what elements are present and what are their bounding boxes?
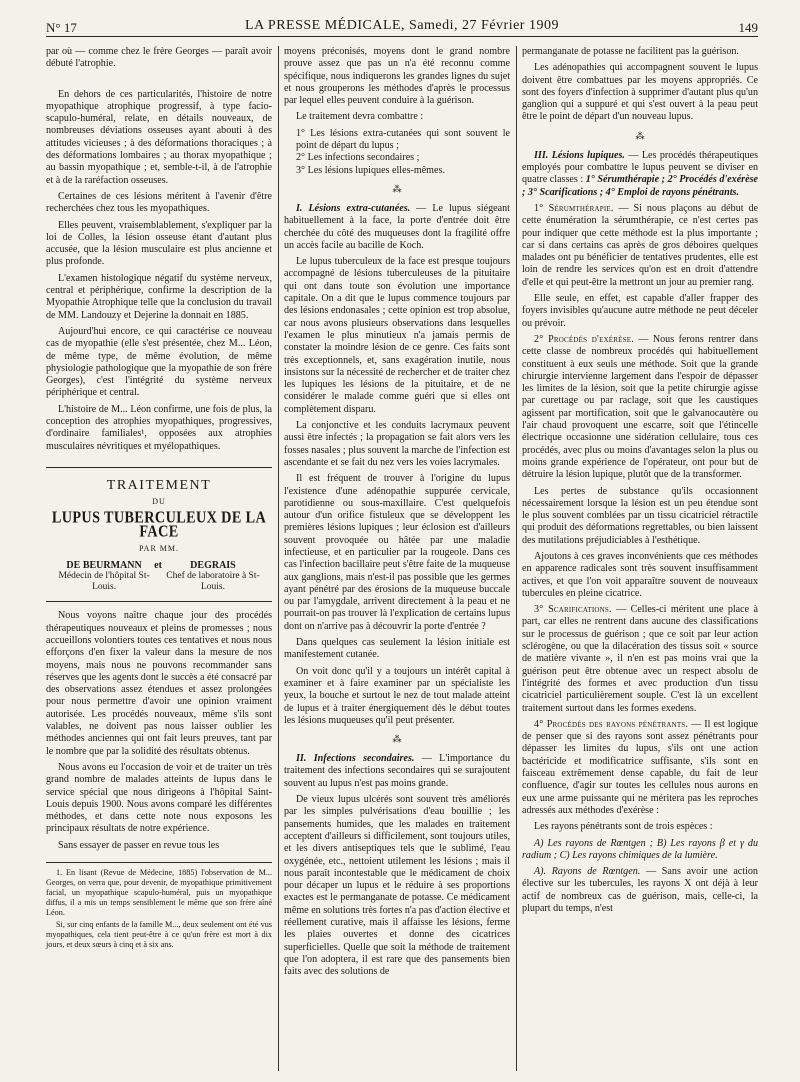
article-heading	[46, 467, 272, 602]
paragraph: Il est fréquent de trouver à l'origine du lupus l'existence d'une adénopathie suppurée cervicale, parotidienne ou sous-maxillaire. C'est quelquefois autour d'un orifice fistuleux que se développent les premières lésions lupiques ; leur éclosion est d'ailleurs souvent provoquée ou hâtée par une maladie infectieuse, et en particulier par la rougeole. Dans ces cas l'infection bacillaire peut s'être faite de la muqueuse aux ganglions, mais n'est-il pas possible que les germes ayant pénétré par des érosions de la muqueuse buccale ou par l'amygdale, arrivent directement à la peau et ne pourrait-on pas trouver là l'explication de certains lupus dont on n'arrive pas à découvrir la porte d'entrée ?	[284, 473, 510, 632]
paragraph: L'examen histologique négatif du système nerveux, central et périphérique, confirme la description de la Myopathie Atrophique telle que la conclusion du travail de MM. Landouzy et Dejerine la donnait en 1885.	[46, 272, 272, 321]
section-ornament: ⁂	[635, 130, 645, 141]
author-conjunction: et	[154, 560, 162, 572]
paragraph: Nous voyons naître chaque jour des procédés thérapeutiques nouveaux et pleins de promesses ; nous accueillons volontiers toutes ces tentatives et nous nous efforçons d'en fixer la valeur dans la mesure de nos moyens, mais nous ne pouvons recommander sans réserves que les agents dont le succès a été consacré par des observations assez étendues et assez prolongées pour nous permettre d'avoir une opinion vraiment autorisée. Les procédés nouveaux, même s'ils sont valables, ne doivent pas nous laisser oublier les méthodes anciennes qui ont fait leurs preuves, tant par le nombre que par la solidité des résultats obtenus.	[46, 610, 272, 757]
section-heading: I. Lésions extra-cutanées.	[296, 202, 411, 214]
author-1	[54, 560, 154, 593]
paragraph: Les rayons pénétrants sont de trois espèces :	[534, 821, 713, 833]
subsection-heading: 2° Procédés d'exérèse.	[534, 333, 634, 345]
article-label-du: DU	[152, 497, 166, 507]
paragraph: 1° Sérumthérapie. — Si nous plaçons au début de cette énumération la sérumthérapie, ce n'est certes pas pour indiquer que cette méthode est la plus importante ; car si dans certains cas après de gros déboires quelques malades ont pu bénéficier de tentatives prudentes, elle est loin de rendre les services qu'on est en droit d'attendre d'elle et qui peut-être la mettront un jour au premier rang.	[522, 202, 758, 288]
article-par: PAR MM.	[138, 544, 180, 554]
column-3	[522, 46, 758, 919]
section-heading: III. Lésions lupiques.	[534, 149, 625, 161]
paragraph: Dans quelques cas seulement la lésion initiale est manifestement cutanée.	[284, 637, 510, 661]
issue-number: N° 17	[46, 20, 77, 35]
journal-title: LA PRESSE MÉDICALE, Samedi, 27 Février 1909	[245, 18, 559, 33]
section-ornament: ⁂	[392, 183, 402, 194]
paragraph: 4° Procédés des rayons pénétrants. — Il est logique de penser que si des rayons sont assez pénétrants pour dépasser les limites du lupus, s'ils ont une action bactéricide et modificatrice suffisante, s'ils sont en faisceau extrêmement dense capable, du fait de leur confluence, d'agir sur toutes les cellules nous aurons en eux une arme puissante qui ne méritera pas les reproches adressés aux méthodes d'exérèse :	[522, 718, 758, 816]
column-rule-1	[278, 46, 279, 1071]
paragraph: 3° Scarifications. — Celles-ci méritent une place à part, car elles ne rentrent dans aucune des classifications sur le processus de guérison ; que ce soit par leur action sclérogène, ou que la dilacération des tissus soit « source de matière vivante », il n'en est pas moins vrai que la guérison peut être obtenue avec un respect absolu de l'intégrité des formes et avec production d'un tissu cicatriciel particulièrement souple. C'est là un excellent traitement surtout dans les formes exedens.	[522, 604, 758, 714]
paragraph: A) Les rayons de Rœntgen ; B) Les rayons β et γ du radium ; C) Les rayons chimiques de la lumière.	[522, 837, 758, 861]
list-item: 3° Les lésions lupiques elles-mêmes.	[296, 164, 445, 176]
article-title: LUPUS TUBERCULEUX DE LA FACE	[51, 508, 267, 541]
column-2	[284, 46, 510, 982]
section-heading: II. Infections secondaires.	[296, 753, 415, 765]
article-label: TRAITEMENT	[106, 477, 212, 493]
paragraph: On voit donc qu'il y a toujours un intérêt capital à examiner et à faire examiner par un spécialiste les yeux, la bouche et surtout le nez de tout malade atteint de lupus et à traiter énergiquement dès le début toutes les lésions muqueuses qu'il peut présenter.	[284, 665, 510, 726]
subsection-heading: 4° Procédés des rayons pénétrants.	[534, 718, 689, 730]
author-1-role: Médecin de l'hôpital St-Louis.	[58, 571, 150, 593]
paragraph: 2° Procédés d'exérèse. — Nous ferons rentrer dans cette classe de nombreux procédés qui habituellement constituent à eux seuls une méthode. Soit que la grande chirurgie intervienne largement dans l'espoir de dépasser les limites de la lésion, soit que la petite chirurgie agisse par curettage ou par raclage, soit que les caustiques agissent par mortification, soit que le galvanocautère ou l'air chaud provoquent une escarre, soit que l'étincelle électrique occasionne une sidération cellulaire, tous ces procédés, avec plus ou moins d'avantages selon la plus ou moins grande expérience de l'opérateur, ont pour but de détruire la lésion lupique, plutôt que de la transformer.	[522, 333, 759, 481]
paragraph: permanganate de potasse ne facilitent pas la guérison.	[522, 46, 739, 57]
paragraph: Les pertes de substance qu'ils occasionnent nécessairement lorsque la lésion est un peu étendue sont le plus souvent comblées par un tissu cicatriciel rétractile qui produit des déformations regrettables, ou bien laissent des mutilations préjudiciables à l'esthétique.	[522, 485, 758, 546]
author-2-role: Chef de laboratoire à St-Louis.	[166, 571, 260, 593]
paragraph: A). Rayons de Rœntgen. — Sans avoir une action élective sur les tubercules, les rayons X ont déjà à leur actif de nombreux cas de guérison, mais, celle-ci, la plupart du temps, n'est	[522, 866, 758, 914]
paragraph: Sans essayer de passer en revue tous les	[58, 839, 220, 851]
author-2	[162, 560, 264, 593]
paragraph: L'histoire de M... Léon confirme, une fois de plus, la conception des atrophies myopathiques, progressives, d'ordinaire familiales¹, opposées aux atrophies musculaires névritiques et myélopathiques.	[46, 403, 272, 452]
paragraph: I. Lésions extra-cutanées. — Le lupus siégeant habituellement à la face, la porte d'entrée doit être cherchée du côté des muqueuses dont la fragilité offre un accès facile au bacille de Koch.	[284, 202, 510, 251]
paragraph: moyens préconisés, moyens dont le grand nombre prouve assez que pas un n'a été reconnu comme spécifique, nous indiquerons les grandes lignes du sujet et nous grouperons les méthodes d'après le processus par lequel elles peuvent conduire à la guérison.	[284, 46, 510, 107]
paragraph: La conjonctive et les conduits lacrymaux peuvent aussi être infectés ; la propagation se fait alors vers les fosses nasales ; plus souvent la marche de l'infection est ascendante et se fait du nez vers les voies lacrymales.	[284, 420, 510, 468]
subsection-heading: 1° Sérumthérapie.	[534, 202, 614, 214]
treatment-list	[284, 128, 510, 177]
paragraph: De vieux lupus ulcérés sont souvent très améliorés par les simples pulvérisations d'eau bouillie ; les pansements humides, que les malades en traitement acceptent d'ailleurs si difficilement, sont toujours utiles, et les divers antiseptiques tels que le sublimé, l'eau oxygénée, etc., nettoient utilement les lésions ; mais il nous paraît incontestable que le médicament de choix pour décaper un lupus et le réduire à ses proportions exactes est le permanganate de potasse. Ce médicament même en solutions très fortes n'a pas d'action élective et réellement curative, mais il affaisse les lésions, ferme les plaies ouvertes et donne des cicatrices superficielles. Quelle que soit la méthode de traitement que l'on adoptera, il est rare que des pansements bien faits avec des solutions de	[284, 794, 510, 978]
article-authors	[46, 560, 272, 593]
paragraph: Le lupus tuberculeux de la face est presque toujours accompagné de lésions tuberculeuses de la pituitaire qui ont dans toute son évolution une importance capitale. On a dit que le lupus commence toujours par des lésions endonasales ; cette opinion est trop absolue, car nous avons plusieurs observations dans lesquelles l'examen le plus minutieux n'a jamais permis de constater la moindre lésion de ce genre. Ces faits sont très exceptionnels, et, sans exagération inutile, nous insistons sur la nécessité de rechercher et de traiter chez les lupiques les lésions de la pituitaire, et de ne considérer le malade comme guéri que si elles ont complètement disparu.	[284, 256, 510, 415]
paragraph: Elle seule, en effet, est capable d'aller frapper des foyers invisibles qu'aucune autre méthode ne peut déceler ou prévoir.	[522, 293, 758, 329]
page-number: 149	[738, 20, 758, 35]
list-item: 1° Les lésions extra-cutanées qui sont souvent le point de départ du lupus ;	[296, 127, 510, 152]
column-rule-2	[516, 46, 517, 1071]
author-2-name: DEGRAIS	[190, 560, 236, 572]
paragraph: Ajoutons à ces graves inconvénients que ces méthodes en apparence radicales sont très souvent insuffisamment actives, et que l'on voit apparaître souvent de nouveaux tubercules en pleine cicatrice.	[522, 550, 758, 599]
paragraph: Certaines de ces lésions méritent à l'avenir d'être recherchées chez tous les myopathiques.	[46, 190, 272, 215]
paragraph: Aujourd'hui encore, ce qui caractérise ce nouveau cas de myopathie (elle s'est présentée, chez M... Léon, de même type, de même évolution, de même physiologie pathologique que la myopathie de son frère Georges), c'est l'intégrité du système nerveux périphérique et central.	[46, 325, 272, 399]
author-1-name: DE BEURMANN	[66, 560, 142, 572]
footnotes	[46, 862, 272, 950]
subsection-heading: A). Rayons de Rœntgen.	[534, 866, 641, 878]
paragraph: Nous avons eu l'occasion de voir et de traiter un très grand nombre de malades atteints de lupus dans le service spécial que nous dirigeons à l'hôpital Saint-Louis depuis 1900. Nous avons comparé les différentes méthodes, et dans cette note nous exposons les principaux résultats de notre expérience.	[46, 761, 272, 835]
paragraph: Le traitement devra combattre :	[296, 111, 424, 123]
page-header	[46, 14, 758, 37]
footnote: 1. En lisant (Revue de Médecine, 1885) l'observation de M... Georges, on verra que, pour devenir, de myopathique primitivement facial, un myopathique scapulo-huméral, puis un myopathique diffus, il a mis un temps sensiblement le même que son frère aîné Léon.	[46, 868, 272, 918]
footnote: Si, sur cinq enfants de la famille M..., deux seulement ont été vus myopathiques, cela tient peut-être à ce qu'un frère est mort à dix jours, et deux sœurs à cinq et à six ans.	[46, 920, 272, 950]
paragraph: par où — comme chez le frère Georges — paraît avoir débuté l'atrophie.	[46, 46, 272, 70]
column-1	[46, 46, 272, 952]
paragraph: En dehors de ces particularités, l'histoire de notre myopathique atrophique progressif, à type facio-scapulo-huméral, relate, en détails nouveaux, de nombreuses déviations osseuses ayant abouti à des attitudes vicieuses ; à des déformations thoraciques ; à des déformations lombaires ; au thorax myopathique ; au bassin myopathique ; et, semble-t-il, à de l'atrophie et à de la raréfaction osseuses.	[46, 88, 272, 186]
paragraph: Les adénopathies qui accompagnent souvent le lupus doivent être combattues par les moyens appropriés. Ce sont des foyers d'infection à supprimer d'autant plus qu'un ganglion qui a suppuré et qui s'est ouvert à la peau peut être le point de départ d'un nouveau lupus.	[522, 62, 758, 123]
list-item: 2° Les infections secondaires ;	[296, 152, 420, 164]
paragraph: II. Infections secondaires. — L'importance du traitement des infections secondaires qui se surajoutent souvent au lupus n'est pas moins grande.	[284, 753, 510, 789]
paragraph: III. Lésions lupiques. — Les procédés thérapeutiques employés pour combattre le lupus peuvent se diviser en quatre classes : 1° Sérumthérapie ; 2° Procédés d'exérèse ; 3° Scarifications ; 4° Emploi de rayons pénétrants.	[522, 149, 759, 198]
section-ornament: ⁂	[392, 734, 402, 745]
paragraph: Elles peuvent, vraisemblablement, s'expliquer par la loi de Colles, la lésion osseuse étant d'autant plus accusée, que la lésion musculaire est plus ancienne et plus profonde.	[46, 219, 272, 268]
subsection-heading: 3° Scarifications.	[534, 604, 612, 616]
